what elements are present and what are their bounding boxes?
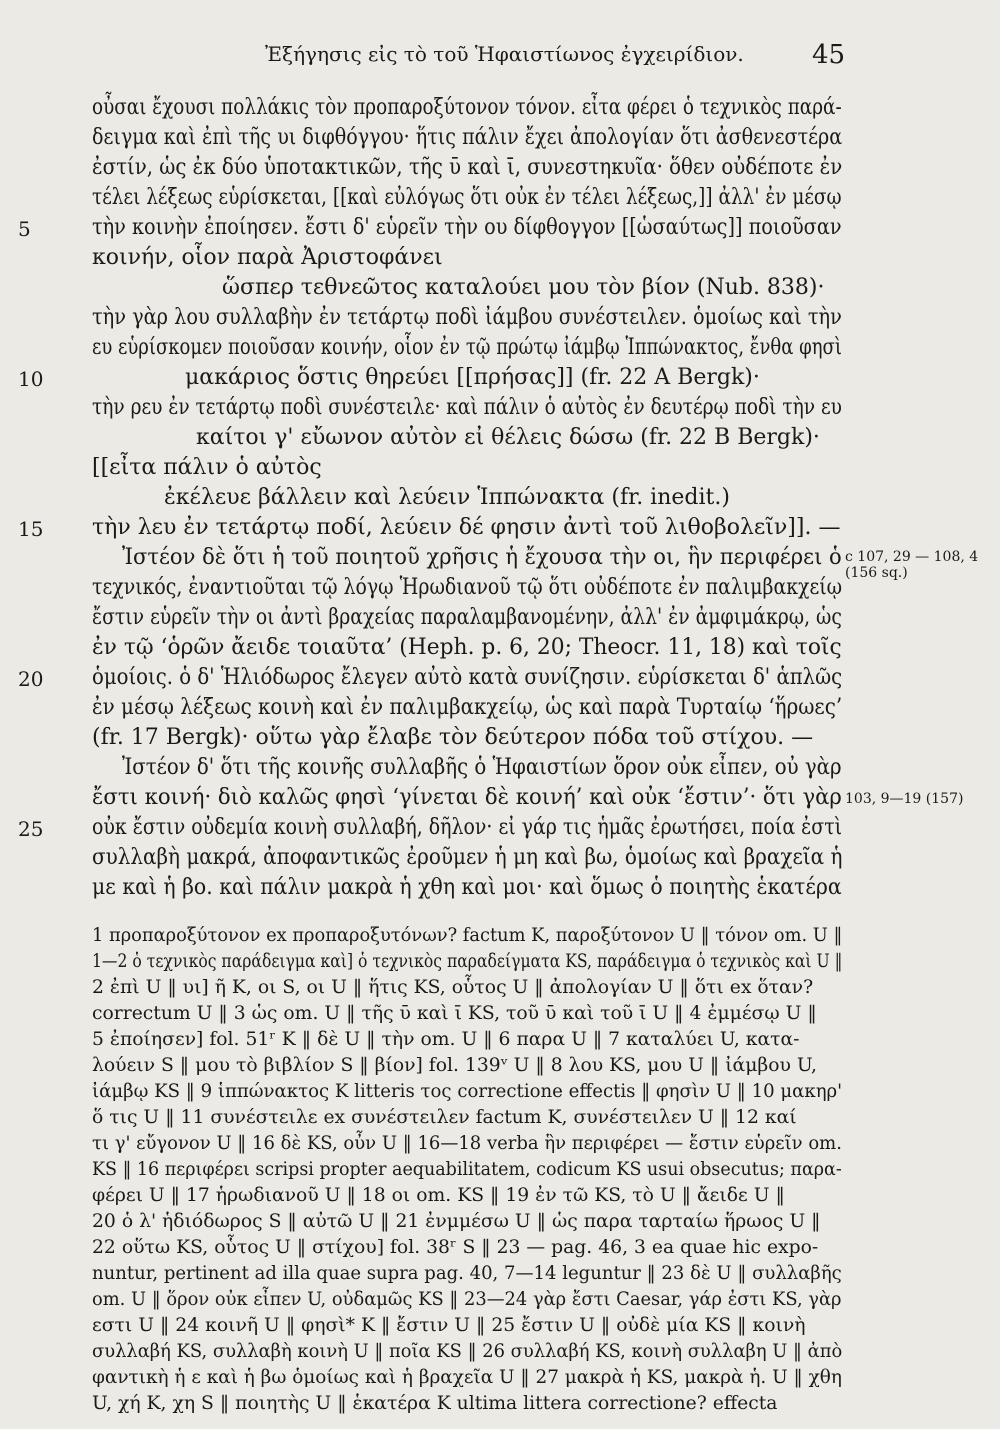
margin-reference — [845, 791, 963, 807]
text-line — [0, 873, 1000, 907]
footnote-line: φέρει U ‖ 17 ἡρωδιανοῦ U ‖ 18 οι om. KS ‖ 19 ἐν τῶ KS, τὸ U ‖ ἄειδε U ‖ — [92, 1184, 785, 1206]
text-line — [0, 423, 1000, 457]
line-text: τὴν κοινὴν ἐποίησεν. ἔστι δ' εὑρεῖν τὴν ου δίφθογγον [[ὡσαύτως]] ποιοῦσαν — [92, 215, 842, 240]
footnote-line: 5 ἐποίησεν] fol. 51ʳ K ‖ δὲ U ‖ τὴν om. U ‖ 6 παρα U ‖ 7 καταλύει U, κατα- — [92, 1028, 800, 1050]
footnote-line: 1 προπαροξύτονον ex προπαροξυτόνων? factum K, παροξύτονον U ‖ τόνον om. U ‖ — [92, 924, 843, 946]
text-line — [0, 663, 1000, 697]
line-text: οὖσαι ἔχουσι πολλάκις τὸν προπαροξύτονον τόνον. εἶτα φέρει ὁ τεχνικὸς παρά- — [92, 95, 842, 120]
line-text: Ἰστέον δὲ ὅτι ἡ τοῦ ποιητοῦ χρῆσις ἡ ἔχουσα τὴν οι, ἣν περιφέρει ὁ — [122, 545, 842, 570]
text-line — [0, 333, 1000, 367]
text-line — [0, 153, 1000, 187]
line-text: ευ εὑρίσκομεν ποιοῦσαν κοινήν, οἷον ἐν τῷ πρώτῳ ἰάμβῳ Ἱππώνακτος, ἔνθα φησὶ — [92, 335, 842, 360]
line-text: Ἰστέον δ' ὅτι τῆς κοινῆς συλλαβῆς ὁ Ἡφαιστίων ὅρον οὐκ εἶπεν, οὐ γὰρ — [122, 755, 842, 780]
text-line — [0, 123, 1000, 157]
margin-reference-line: c 107, 29 — 108, 4 — [845, 549, 979, 565]
line-text: με καὶ ἡ βο. καὶ πάλιν μακρὰ ἡ χθη καὶ μοι· καὶ ὅμως ὁ ποιητὴς ἑκατέρα — [92, 875, 842, 900]
text-line — [0, 723, 1000, 757]
line-number: 5 — [18, 217, 31, 241]
text-line — [0, 273, 1000, 307]
line-text: ἔστι κοινή· διὸ καλῶς φησὶ ‘γίνεται δὲ κοινή’ καὶ οὐκ ‘ἔστιν’· ὅτι γὰρ — [92, 785, 842, 810]
text-line — [0, 693, 1000, 727]
line-text: τὴν λευ ἐν τετάρτῳ ποδί, λεύειν δέ φησιν ἀντὶ τοῦ λιθοβολεῖν]]. — — [92, 515, 841, 540]
line-text: μακάριος ὅστις θηρεύει [[πρήσας]] (fr. 22 A Bergk)· — [185, 365, 760, 390]
footnote-line: nuntur, pertinent ad illa quae supra pag. 40, 7—14 leguntur ‖ 23 δὲ U ‖ συλλαβῆς — [92, 1262, 842, 1284]
line-number: 10 — [18, 367, 44, 391]
text-line — [0, 243, 1000, 277]
footnote-line: 2 ἐπὶ U ‖ υι] ῆ K, οι S, οι U ‖ ἥτις KS, οὗτος U ‖ ἀπολογίαν U ‖ ὅτι ex ὅταν? — [92, 976, 814, 998]
line-text: τὴν ρευ ἐν τετάρτῳ ποδὶ συνέστειλε· καὶ πάλιν ὁ αὐτὸς ἐν δευτέρῳ ποδὶ τὴν ευ — [92, 395, 842, 420]
line-text: ὥσπερ τεθνεῶτος καταλούει μου τὸν βίον (Nub. 838)· — [222, 275, 825, 300]
footnote-line: om. U ‖ ὅρον οὐκ εἶπεν U, οὐδαμῶς KS ‖ 23—24 γὰρ ἔστι Caesar, γάρ ἐστι KS, γὰρ — [92, 1288, 842, 1310]
footnote-line: τι γ' εὔγονον U ‖ 16 δὲ KS, οὖν U ‖ 16—18 verba ἣν περιφέρει — ἔστιν εὑρεῖν om. — [92, 1132, 842, 1154]
footnote-line: 1—2 ὁ τεχνικὸς παράδειγμα καὶ] ὁ τεχνικὸς παραδείγματα KS, παράδειγμα ὁ τεχνικὸς καὶ U ‖ — [92, 950, 843, 972]
footnote-line: 22 οὕτω KS, οὗτος U ‖ στίχου] fol. 38ʳ S ‖ 23 — pag. 46, 3 ea quae hic expo- — [92, 1236, 819, 1258]
page-number: 45 — [812, 40, 846, 70]
line-text: τὴν γὰρ λου συλλαβὴν ἐν τετάρτῳ ποδὶ ἰάμβου συνέστειλεν. ὁμοίως καὶ τὴν — [92, 305, 842, 330]
footnote-line: 20 ὁ λ' ἡδιόδωρος S ‖ αὐτῶ U ‖ 21 ἐνμμέσω U ‖ ὡς παρα ταρταίω ἥρωος U ‖ — [92, 1210, 821, 1232]
line-number: 15 — [18, 517, 44, 541]
line-text: τεχνικός, ἐναντιοῦται τῷ λόγῳ Ἡρωδιανοῦ τῷ ὅτι οὐδέποτε ἐν παλιμβακχείῳ — [92, 575, 843, 600]
text-line — [0, 813, 1000, 847]
line-number: 25 — [18, 817, 44, 841]
text-line — [0, 603, 1000, 637]
margin-reference-line: 103, 9—19 (157) — [845, 791, 964, 807]
text-line — [0, 633, 1000, 667]
line-text: καίτοι γ' εὔωνον αὐτὸν εἰ θέλεις δώσω (fr. 22 B Bergk)· — [196, 425, 820, 450]
footnote-line: U, χή K, χη S ‖ ποιητὴς U ‖ ἑκατέρα K ultima littera correctione? effecta — [92, 1392, 778, 1414]
page-header — [0, 40, 1000, 74]
footnote-line: συλλαβή KS, συλλαβὴ κοινὴ U ‖ ποῖα KS ‖ 26 συλλαβή KS, κοινὴ συλλαβη U ‖ ἀπὸ — [92, 1340, 843, 1362]
line-text: ἐν μέσῳ λέξεως κοινὴ καὶ ἐν παλιμβακχείῳ, ὡς καὶ παρὰ Τυρταίῳ ‘ἥρωες’ — [92, 695, 843, 720]
line-text: ἐστίν, ὡς ἐκ δύο ὑποτακτικῶν, τῆς ῡ καὶ ῑ, συνεστηκυῖα· ὅθεν οὐδέποτε ἐν — [92, 155, 843, 180]
text-line — [0, 843, 1000, 877]
line-text: (fr. 17 Bergk)· οὕτω γὰρ ἔλαβε τὸν δεύτερον πόδα τοῦ στίχου. — — [92, 725, 814, 750]
text-line — [0, 513, 1000, 547]
margin-reference — [845, 549, 978, 581]
footnote-line: εστι U ‖ 24 κοινῆ U ‖ φησὶ* K ‖ ἔστιν U ‖ 25 ἔστιν U ‖ οὐδὲ μία KS ‖ κοινὴ — [92, 1314, 806, 1336]
line-text: ἐκέλευε βάλλειν καὶ λεύειν Ἱππώνακτα (fr. inedit.) — [164, 485, 730, 510]
line-number: 20 — [18, 667, 44, 691]
text-line — [0, 213, 1000, 247]
line-text: συλλαβὴ μακρά, ἀποφαντικῶς ἐροῦμεν ἡ μη καὶ βω, ὁμοίως καὶ βραχεῖα ἡ — [92, 845, 843, 870]
footnote-line: ὅ τις U ‖ 11 συνέστειλε ex συνέστειλεν factum K, συνέστειλεν U ‖ 12 καί — [92, 1106, 797, 1128]
running-head: Ἐξήγησις εἰς τὸ τοῦ Ἡφαιστίωνος ἐγχειρίδιον. — [265, 42, 744, 66]
text-line — [0, 303, 1000, 337]
line-text: τέλει λέξεως εὑρίσκεται, [[καὶ εὐλόγως ὅτι οὐκ ἐν τέλει λέξεως,]] ἀλλ' ἐν μέσῳ — [92, 185, 842, 210]
footnote-line: λούειν S ‖ μου τὸ βιβλίον S ‖ βίον] fol. 139ᵛ U ‖ 8 λου KS, μου U ‖ ἰάμβου U, — [92, 1054, 817, 1076]
footnote-line: φαντικὴ ἡ ε καὶ ἡ βω ὁμοίως καὶ ἡ βραχεῖα U ‖ 27 μακρὰ ἡ KS, μακρὰ ἡ. U ‖ χθη — [92, 1366, 842, 1388]
line-text: ἔστιν εὑρεῖν τὴν οι ἀντὶ βραχείας παραλαμβανομένην, ἀλλ' ἐν ἀμφιμάκρῳ, ὡς — [92, 605, 842, 630]
footnote-line: ἰάμβῳ KS ‖ 9 ἱππώνακτος K litteris τος correctione effectis ‖ φησὶν U ‖ 10 μακηρ' — [92, 1080, 843, 1102]
text-line — [0, 393, 1000, 427]
line-text: ἐν τῷ ‘ὁρῶν ἄειδε τοιαῦτα’ (Heph. p. 6, 20; Theocr. 11, 18) καὶ τοῖς — [92, 635, 842, 660]
line-text: ὁμοίοις. ὁ δ' Ἡλιόδωρος ἔλεγεν αὐτὸ κατὰ συνίζησιν. εὑρίσκεται δ' ἁπλῶς — [92, 665, 843, 690]
text-line — [0, 363, 1000, 397]
text-line — [0, 483, 1000, 517]
footnote-line: KS ‖ 16 περιφέρει scripsi propter aequabilitatem, codicum KS usui obsecutus; παρα- — [92, 1158, 842, 1180]
text-line — [0, 93, 1000, 127]
line-text: δειγμα καὶ ἐπὶ τῆς υι διφθόγγου· ἥτις πάλιν ἔχει ἀπολογίαν ὅτι ἀσθενεστέρα — [92, 125, 843, 150]
line-text: [[εἶτα πάλιν ὁ αὐτὸς — [92, 455, 322, 480]
text-line — [0, 453, 1000, 487]
text-line — [0, 183, 1000, 217]
line-text: κοινήν, οἷον παρὰ Ἀριστοφάνει — [92, 245, 443, 270]
margin-reference-line: (156 sq.) — [845, 565, 908, 581]
footnote-line: correctum U ‖ 3 ὡς om. U ‖ τῆς ῡ καὶ ῑ KS, τοῦ ῡ καὶ τοῦ ῑ U ‖ 4 ἐμμέσῳ U ‖ — [92, 1002, 817, 1024]
text-line — [0, 753, 1000, 787]
line-text: οὐκ ἔστιν οὐδεμία κοινὴ συλλαβή, δῆλον· εἰ γάρ τις ἡμᾶς ἐρωτήσει, ποία ἐστὶ — [92, 815, 843, 840]
